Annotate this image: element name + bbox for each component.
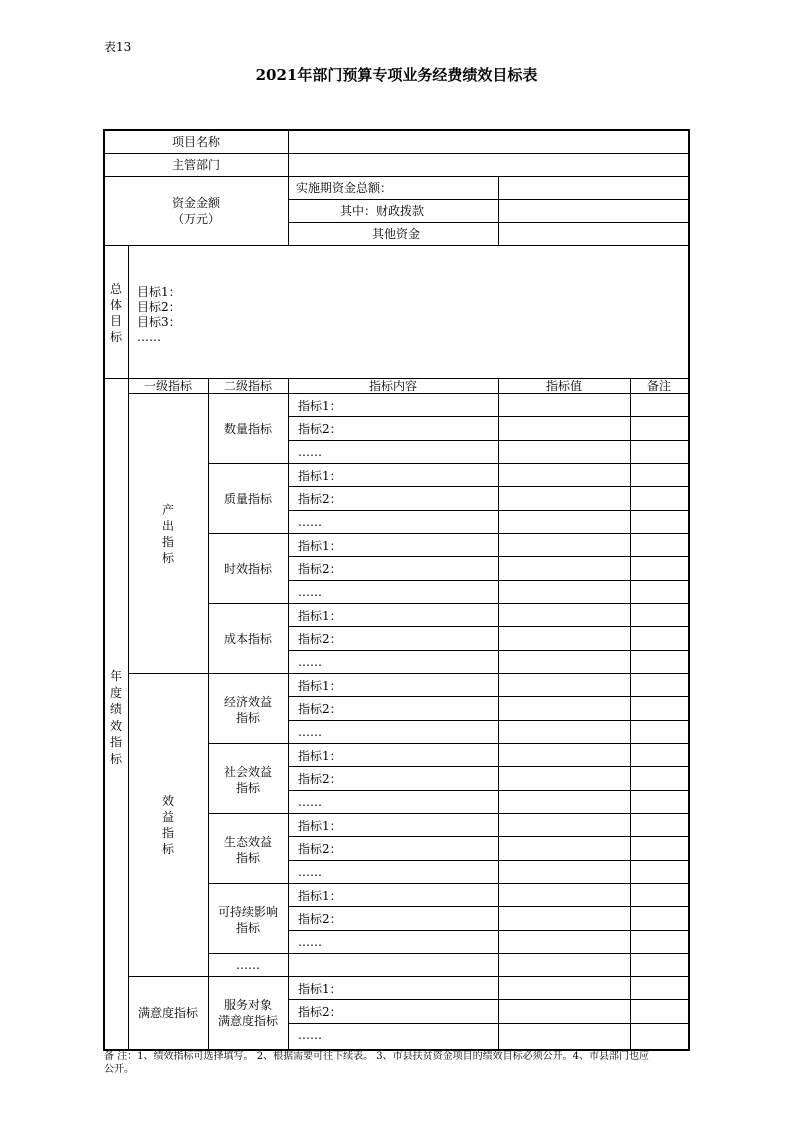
funds-label xyxy=(104,196,288,226)
sheet-label: 表13 xyxy=(104,40,132,54)
annual-indicator-label: 年度绩效指标 xyxy=(109,669,122,766)
timeliness-indicator: 时效指标 xyxy=(223,562,272,576)
quantity-row-more: …… xyxy=(298,445,322,459)
total-funds-label: 实施期资金总额： xyxy=(296,181,393,195)
econ-row-1: 指标1： xyxy=(298,679,342,693)
service-satisfaction-line2: 满意度指标 xyxy=(217,1014,278,1028)
col-content: 指标内容 xyxy=(368,379,417,393)
service-satisfaction-line1: 服务对象 xyxy=(223,998,272,1012)
social-row-more: …… xyxy=(298,795,322,809)
ecological-benefit-line2: 指标 xyxy=(235,851,260,865)
target-1: 目标1： xyxy=(137,285,181,299)
fiscal-funds-label: 其中：财政拨款 xyxy=(340,204,425,218)
cost-row-1: 指标1： xyxy=(298,609,342,623)
other-funds-label: 其他资金 xyxy=(372,227,421,241)
footnote-line1: 备 注：1、绩效指标可选择填写。 2、根据需要可往下续表。 3、市县扶贫资金项目的绩效目标必须公开。4、市县部门也应 xyxy=(104,1051,649,1062)
social-benefit-indicator xyxy=(208,764,288,796)
social-row-2: 指标2： xyxy=(298,772,342,786)
target-more: …… xyxy=(137,330,161,344)
target-3: 目标3： xyxy=(137,315,181,329)
sustainable-impact-line2: 指标 xyxy=(235,921,260,935)
service-row-1: 指标1： xyxy=(298,982,342,996)
service-row-2: 指标2： xyxy=(298,1005,342,1019)
sust-row-more: …… xyxy=(298,935,322,949)
econ-row-more: …… xyxy=(298,725,322,739)
time-row-1: 指标1： xyxy=(298,539,342,553)
economic-benefit-line2: 指标 xyxy=(235,711,260,725)
sust-row-2: 指标2： xyxy=(298,912,342,926)
output-indicator-label: 产出指标 xyxy=(161,503,174,565)
page-title: 2021年部门预算专项业务经费绩效目标表 xyxy=(255,66,538,84)
ecological-benefit-indicator xyxy=(208,834,288,866)
quantity-row-1: 指标1： xyxy=(298,399,342,413)
eco-row-1: 指标1： xyxy=(298,819,342,833)
eco-row-more: …… xyxy=(298,865,322,879)
sust-row-1: 指标1： xyxy=(298,889,342,903)
funds-label-line2: （万元） xyxy=(171,212,220,226)
economic-benefit-indicator xyxy=(208,694,288,726)
service-row-more: …… xyxy=(298,1028,322,1042)
col-value: 指标值 xyxy=(545,379,582,393)
quality-row-2: 指标2： xyxy=(298,492,342,506)
target-2: 目标2： xyxy=(137,300,181,314)
quality-row-1: 指标1： xyxy=(298,469,342,483)
cost-row-more: …… xyxy=(298,655,322,669)
social-benefit-line2: 指标 xyxy=(235,781,260,795)
benefit-indicator-label: 效益指标 xyxy=(161,794,174,856)
service-satisfaction-indicator xyxy=(208,997,288,1029)
social-benefit-line1: 社会效益 xyxy=(223,765,272,779)
dept-label: 主管部门 xyxy=(171,158,220,172)
cost-row-2: 指标2： xyxy=(298,632,342,646)
col-lvl1: 一级指标 xyxy=(143,379,192,393)
satisfaction-indicator-label: 满意度指标 xyxy=(137,1006,198,1020)
econ-row-2: 指标2： xyxy=(298,702,342,716)
quantity-indicator: 数量指标 xyxy=(223,422,272,436)
col-note: 备注 xyxy=(646,379,671,393)
benefit-more-indicator: …… xyxy=(236,958,260,972)
sustainable-impact-line1: 可持续影响 xyxy=(217,905,278,919)
sustainable-impact-indicator xyxy=(208,904,288,936)
eco-row-2: 指标2： xyxy=(298,842,342,856)
overall-target-label: 总体目标 xyxy=(109,282,122,344)
overall-target-lines xyxy=(137,285,181,345)
project-name-label: 项目名称 xyxy=(171,135,220,149)
quantity-row-2: 指标2： xyxy=(298,422,342,436)
ecological-benefit-line1: 生态效益 xyxy=(223,835,272,849)
footnote xyxy=(104,1050,649,1076)
economic-benefit-line1: 经济效益 xyxy=(223,695,272,709)
col-lvl2: 二级指标 xyxy=(223,379,272,393)
time-row-2: 指标2： xyxy=(298,562,342,576)
quality-indicator: 质量指标 xyxy=(223,492,272,506)
footnote-line2: 公开。 xyxy=(104,1064,134,1075)
quality-row-more: …… xyxy=(298,515,322,529)
time-row-more: …… xyxy=(298,585,322,599)
funds-label-line1: 资金金额 xyxy=(171,196,220,210)
social-row-1: 指标1： xyxy=(298,749,342,763)
cost-indicator: 成本指标 xyxy=(223,632,272,646)
